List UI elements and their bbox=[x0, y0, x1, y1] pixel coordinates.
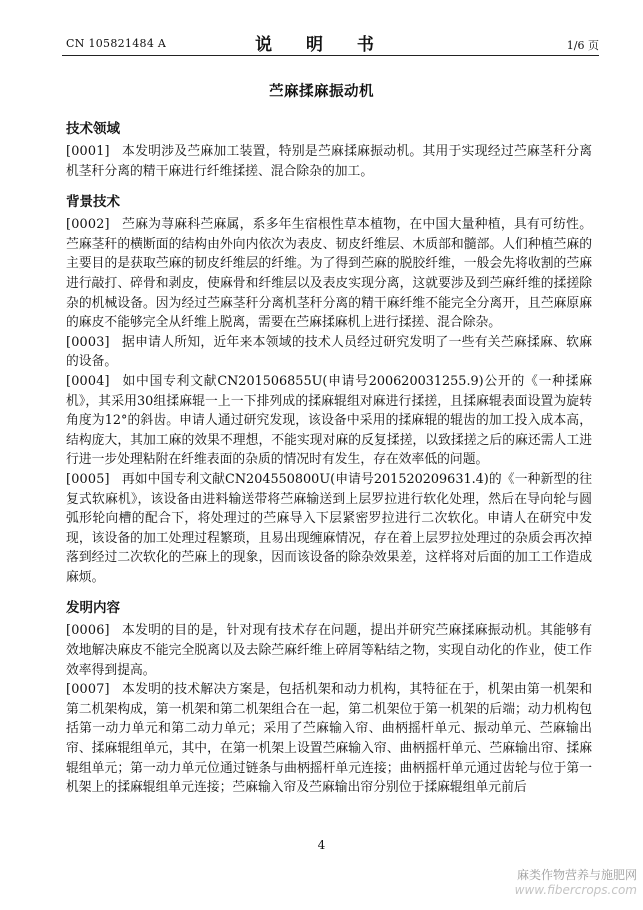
document-body bbox=[66, 120, 592, 798]
paragraph-text: 如中国专利文献CN201506855U(申请号200620031255.9)公开的《一种揉麻机》，其采用30组揉麻辊一上一下排列成的揉麻辊组对麻进行揉搓，且揉麻辊表面设置为旋转角度为12°的斜齿。申请人通过研究发现，该设备中采用的揉麻辊的辊齿的加工投入成本高，结构庞大，其加工麻的效果不理想，不能实现对麻的反复揉搓，以致揉搓之后的麻还需人工进行进一步处理粘附在纤维表面的杂质的情况时有发生，存在效率低的问题。 bbox=[66, 373, 592, 468]
section-background bbox=[66, 193, 592, 587]
watermark bbox=[515, 866, 637, 897]
section-heading: 发明内容 bbox=[66, 600, 120, 617]
paragraph-id: [0004] bbox=[66, 373, 110, 389]
paragraph-text: 苎麻为荨麻科苎麻属，系多年生宿根性草本植物，在中国大量种植，具有可纺性。苎麻茎秆的横断面的结构由外向内依次为表皮、韧皮纤维层、木质部和髓部。人们种植苎麻的主要目的是获取苎麻的韧皮纤维层的纤维。为了得到苎麻的脱胶纤维，一般会先将收割的苎麻进行敲打、碎骨和剥皮，使麻骨和纤维层以及表皮实现分离，这就要涉及到苎麻纤维的揉搓除杂的机械设备。因为经过苎麻茎秆分离机茎秆分离的精干麻纤维不能完全分离开，且苎麻原麻的麻皮不能够完全从纤维上脱离，需要在苎麻揉麻机上进行揉搓、混合除杂。 bbox=[66, 217, 592, 331]
paragraph bbox=[66, 142, 592, 181]
paragraph-text: 据申请人所知，近年来本领域的技术人员经过研究发明了一些有关苎麻揉麻、软麻的设备。 bbox=[66, 334, 592, 370]
paragraph-id: [0006] bbox=[66, 623, 110, 639]
section-summary bbox=[66, 599, 592, 797]
watermark-url: www.fibercrops.com bbox=[514, 883, 637, 897]
paragraph-id: [0007] bbox=[66, 682, 110, 698]
paragraph-text: 本发明的技术解决方案是，包括机架和动力机构，其特征在于，机架由第一机架和第二机架构成，第一机架和第二机架组合在一起，第二机架位于第一机架的后端；动力机构包括第一动力单元和第二动力单元；采用了苎麻输入帘、曲柄摇杆单元、振动单元、苎麻输出帘、揉麻辊组单元，其中，在第一机架上设置苎麻输入帘、曲柄摇杆单元、苎麻输出帘、揉麻辊组单元；第一动力单元位通过链条与曲柄摇杆单元连接；曲柄摇杆单元通过齿轮与位于第一机架上的揉麻辊组单元连接；苎麻输入帘及苎麻输出帘分别位于揉麻辊组单元前后 bbox=[66, 682, 592, 796]
paragraph-id: [0005] bbox=[66, 471, 110, 487]
paragraph bbox=[66, 333, 592, 372]
paragraph-text: 本发明的目的是，针对现有技术存在问题，提出并研究苎麻揉麻振动机。其能够有效地解决麻皮不能完全脱离以及去除苎麻纤维上碎屑等粘结之物，实现自动化的作业，使工作效率得到提高。 bbox=[66, 623, 592, 678]
header-divider bbox=[62, 55, 599, 56]
section-technical-field bbox=[66, 120, 592, 181]
page-number: 4 bbox=[317, 838, 326, 852]
paragraph bbox=[66, 372, 592, 470]
invention-title: 苎麻揉麻振动机 bbox=[269, 83, 374, 100]
paragraph-id: [0003] bbox=[66, 334, 110, 350]
section-heading: 技术领域 bbox=[66, 121, 120, 137]
paragraph-text: 本发明涉及苎麻加工装置，特别是苎麻揉麻振动机。其用于实现经过苎麻茎秆分离机茎秆分离的精干麻进行纤维揉搓、混合除杂的加工。 bbox=[66, 144, 592, 179]
patent-number: CN 105821484 A bbox=[66, 37, 167, 50]
watermark-site-name: 麻类作物营养与施肥网 bbox=[516, 868, 637, 882]
paragraph-text: 再如中国专利文献CN204550800U(申请号201520209631.4)的《一种新型的往复式软麻机》，该设备由进料输送带将苎麻输送到上层罗拉进行软化处理，然后在导向轮与圆弧形轮向槽的配合下，将处理过的苎麻导入下层紧密罗拉进行二次软化。申请人在研究中发现，该设备的加工处理过程繁琐，且易出现缠麻情况，存在着上层罗拉处理过的杂质会再次掉落到经过二次软化的苎麻上的现象，因而该设备的除杂效果差，这样将对后面的加工工作造成麻烦。 bbox=[66, 471, 592, 585]
paragraph bbox=[66, 621, 592, 680]
page-header bbox=[0, 0, 643, 60]
paragraph-id: [0002] bbox=[66, 217, 110, 233]
section-heading: 背景技术 bbox=[66, 194, 120, 211]
document-type-title: 说 明 书 bbox=[255, 35, 388, 55]
page-count: 1/6 页 bbox=[566, 39, 599, 52]
paragraph bbox=[66, 470, 592, 588]
paragraph bbox=[66, 215, 592, 333]
paragraph-id: [0001] bbox=[66, 144, 110, 159]
paragraph bbox=[66, 680, 592, 798]
